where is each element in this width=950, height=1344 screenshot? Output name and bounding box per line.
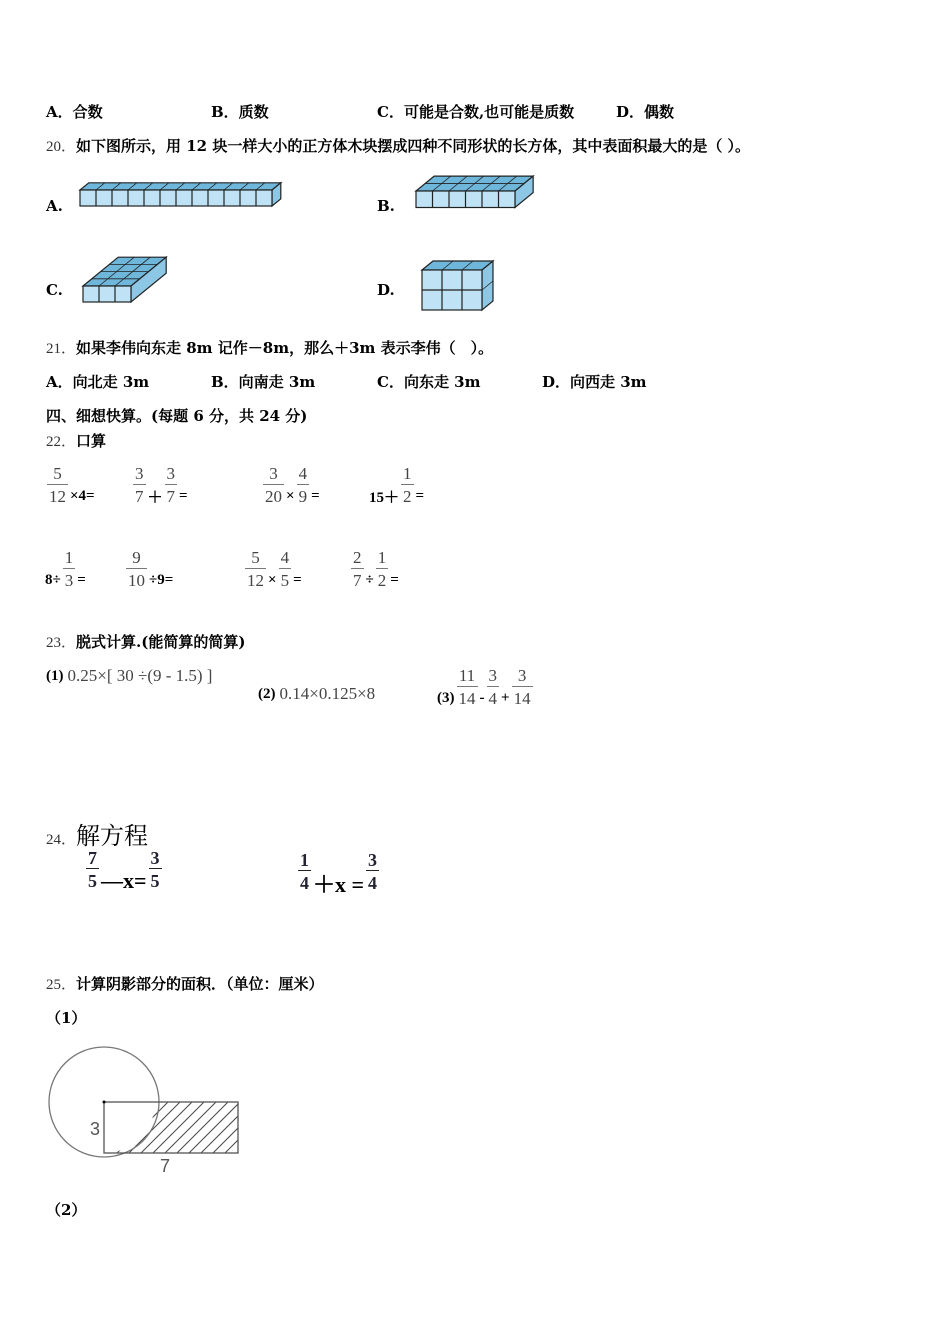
denominator: 3 [63,568,76,591]
numerator: 3 [488,666,497,685]
denominator: 5 [279,568,292,591]
q21-option-d: D．向西走 3m [542,373,647,391]
q22-expression [45,464,95,507]
cube-block [422,261,493,310]
operator: - [479,690,485,706]
expression-text: 0.14×0.125×8 [279,684,376,703]
fraction [512,666,533,709]
q24-title: 解方程 [76,822,149,850]
denominator: 12 [245,568,266,591]
expression-text: 0.25×[ 30 ÷(9 - 1.5) ] [67,666,213,685]
numerator: 4 [280,548,290,567]
q23-heading [46,632,245,653]
numerator: 1 [300,850,309,870]
denominator: 4 [366,870,379,893]
operator: 8÷ [45,572,61,588]
fraction [366,850,379,893]
numerator: 4 [298,464,308,483]
fraction [263,464,284,507]
numerator: 3 [368,850,378,870]
q21-number: 21． [46,341,77,357]
q22-title: 口算 [76,432,107,450]
q19-option-b: B．质数 [211,103,269,121]
section-four-title: 四、细想快算。(每题 6 分，共 24 分) [46,407,308,425]
q24-expression [296,844,381,899]
operator: = [390,572,399,588]
operator: = [179,488,188,504]
operator: (2) [258,685,276,702]
numerator: 3 [135,464,144,483]
numerator: 2 [353,548,362,567]
operator: × [268,572,277,588]
denominator: 7 [351,568,364,591]
q21-option-a: A．向北走 3m [46,373,150,391]
operator: ＋x = [313,872,365,897]
q24-number: 24． [46,832,77,848]
numerator: 1 [403,464,412,483]
q23-expression [437,666,535,709]
q21-option-b: B．向南走 3m [211,373,316,391]
denominator: 4 [298,870,311,893]
q20-number: 20． [46,139,77,155]
denominator: 4 [487,686,500,709]
operator: = [415,488,425,504]
operator: —x= [101,868,147,893]
q21-question [46,338,493,359]
numerator: 1 [377,548,387,567]
q22-heading [46,431,106,452]
q22-number: 22． [46,434,77,450]
cube-block [416,176,533,207]
numerator: 1 [64,548,74,567]
denominator: 20 [263,484,284,507]
q20-option-b: B. [377,197,395,215]
numerator: 3 [166,464,176,483]
shaded-area-figure [40,1040,300,1180]
operator: ÷ [365,572,374,588]
q23-title: 脱式计算.(能简算的简算) [76,633,246,651]
numerator: 3 [150,847,160,868]
q21-option-c: C．向东走 3m [377,373,481,391]
q23-expression [258,684,375,704]
fraction [457,666,478,709]
q22-expression [349,548,399,591]
denominator: 2 [401,484,414,507]
operator: (3) [437,690,455,706]
denominator: 7 [133,484,146,507]
operator: (1) [46,667,64,684]
fraction [376,548,389,591]
numerator: 9 [132,548,141,567]
numerator: 5 [251,548,260,567]
fraction [279,548,292,591]
q19-option-a: A．合数 [46,103,103,121]
fraction [401,464,414,507]
q20-option-a: A. [46,197,63,215]
operator: 15＋ [369,490,400,506]
operator: = [311,488,320,504]
numerator: 11 [458,666,476,685]
fraction [487,666,500,709]
fraction [298,850,311,893]
fraction [165,464,178,507]
denominator: 10 [126,568,147,591]
cube-block [83,257,166,302]
q24-expression [84,844,164,894]
denominator: 14 [512,686,533,709]
q23-number: 23． [46,635,77,651]
fraction [245,548,266,591]
fraction [149,848,162,891]
fraction [63,548,76,591]
width-label: 7 [160,1156,171,1176]
operator: ＋ [147,490,163,506]
q25-part1-label: （1） [46,1009,87,1027]
height-label: 3 [90,1119,101,1139]
q20-option-d: D. [377,281,395,299]
operator: + [501,690,510,706]
q20-option-c: C. [46,281,63,299]
numerator: 3 [269,464,278,483]
q19-option-c: C．可能是合数,也可能是质数 [377,103,575,121]
denominator: 5 [149,868,162,891]
fraction [351,548,364,591]
denominator: 12 [47,484,68,507]
q22-expression [131,464,188,507]
denominator: 9 [297,484,310,507]
q22-expression [45,548,86,591]
cube-block-figures [0,0,950,320]
q25-question [46,974,324,995]
q25-number: 25． [46,977,77,993]
q22-expression [369,464,424,507]
denominator: 5 [86,868,99,891]
q20-text: 如下图所示，用 12 块一样大小的正方体木块摆成四种不同形状的长方体，其中表面积最大的是（ ）。 [76,137,751,155]
fraction [297,464,310,507]
q21-text: 如果李伟向东走 8m 记作－8m，那么＋3m 表示李伟（ ）。 [76,339,494,357]
denominator: 2 [376,568,389,591]
q19-option-d: D．偶数 [616,103,675,121]
q23-expression [46,666,212,686]
q22-expression [124,548,173,591]
numerator: 3 [517,666,527,685]
fraction [133,464,146,507]
operator: ÷9= [149,572,174,588]
operator: × [286,488,295,504]
q25-text: 计算阴影部分的面积．（单位：厘米） [76,975,324,993]
q25-part2-label: （2） [46,1201,87,1219]
fraction [126,548,147,591]
fraction [86,848,99,891]
denominator: 14 [457,686,478,709]
numerator: 5 [53,464,62,483]
denominator: 7 [165,484,178,507]
operator: = [77,572,86,588]
numerator: 7 [88,847,97,868]
cube-block [80,183,281,206]
fraction [47,464,68,507]
q22-expression [243,548,302,591]
operator: = [293,572,302,588]
operator: ×4= [70,488,95,504]
q22-expression [261,464,320,507]
